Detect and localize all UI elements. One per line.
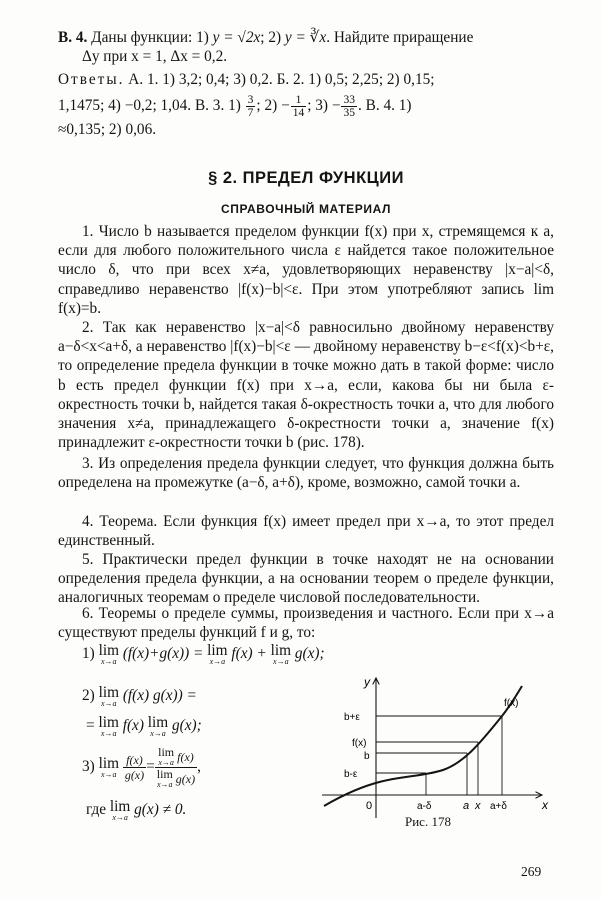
formula-text: f(x) — [122, 717, 144, 734]
frac-den: g(x) — [124, 768, 145, 782]
label-x-tick: x — [475, 800, 481, 812]
label-y: y — [364, 675, 370, 689]
formula-text: = — [146, 758, 155, 776]
label-a-minus-delta: a-δ — [417, 801, 432, 812]
formula-text: (f(x)+g(x)) = — [122, 645, 204, 662]
formula-text: f(x) + — [231, 645, 267, 662]
answers-heading: Ответы. — [58, 71, 125, 88]
formula-text: g(x); — [172, 717, 202, 734]
label-fx: f(x) — [352, 738, 367, 749]
label-b-plus-eps: b+ε — [344, 712, 360, 723]
answers-line2-d: . В. 4. 1) — [357, 97, 412, 115]
fraction-1-14 — [291, 94, 307, 119]
answers-line3: ≈0,135; 2) 0,06. — [58, 121, 157, 138]
lim-text: lim — [270, 642, 291, 659]
frac-den: 7 — [247, 107, 254, 119]
exercise-text-c: . Найдите приращение — [326, 29, 474, 46]
frac-num: 3 — [247, 94, 254, 106]
frac-num: 33 — [343, 94, 355, 106]
lim-sub: x→a — [150, 729, 166, 738]
page-number: 269 — [521, 864, 542, 879]
lim-text: lim — [98, 714, 119, 731]
label-a-plus-delta: a+δ — [490, 801, 507, 812]
limit-quotient-fraction — [155, 746, 197, 789]
lim-text: lim — [109, 798, 131, 815]
label-x-axis: x — [542, 798, 548, 812]
paragraph-2: 2. Так как неравенство |x−a|<δ равносильно двойному неравенству a−δ<x<a+δ, а неравенство |f(x)−b|<ε — двойному неравенству b−ε<f(x)<b+ε, то определение предела функции в точке можно дать в такой форме: число b есть предел функции f(x) при x→a, если, какова бы ни была ε-окрестность точки b, найдется такая δ-окрестность точки a, что для любого значения x≠a, принадлежащего δ-окрестности точки a, значение f(x) принадлежит ε-окрестности точки b (рис. 178). — [58, 319, 554, 452]
formula-text: где — [86, 801, 107, 818]
answers-line2-a: 1,1475; 4) −0,2; 1,04. В. 3. 1) — [58, 97, 241, 115]
answers — [58, 70, 554, 89]
exercise-label: В. 4. — [58, 29, 88, 46]
formula-text: g(x) ≠ 0. — [134, 801, 187, 818]
paragraph-3: 3. Из определения предела функции следует, что функция должна быть определена на промежутке (a−δ, a+δ), кроме, возможно, самой точки a. — [58, 455, 554, 492]
formula-label: 3) — [82, 758, 95, 776]
answers-line2-c: ; 3) − — [307, 97, 341, 115]
limit-symbol — [98, 642, 119, 666]
frac-den: 35 — [343, 107, 355, 119]
lim-text: lim — [147, 714, 169, 731]
lim-sub: x→a — [273, 657, 289, 666]
label-origin: 0 — [366, 800, 373, 812]
label-b: b — [364, 751, 370, 762]
quotient-fraction — [123, 753, 146, 782]
limit-symbol — [147, 714, 169, 738]
limit-symbol — [109, 798, 131, 822]
exercise-text-a: Даны функции: 1) — [91, 29, 209, 46]
limit-symbol — [98, 684, 119, 708]
limit-symbol — [270, 642, 291, 666]
exercise-b4 — [58, 28, 554, 66]
frac-num: 1 — [291, 94, 307, 107]
lim-text: lim — [98, 684, 119, 701]
formula-3 — [82, 746, 201, 789]
lim-text: lim — [158, 745, 175, 759]
formula-text: (f(x) g(x)) = — [122, 687, 197, 704]
label-curve: f(x) — [504, 698, 519, 709]
lim-text: lim — [98, 755, 119, 773]
formula-text: , — [197, 758, 201, 776]
lim-sub: x→a — [157, 780, 173, 789]
paragraph-6: 6. Теоремы о пределе суммы, произведения и частного. Если при x→a существуют пределы функций f и g, то: — [58, 605, 554, 642]
formula-2-cont — [86, 716, 202, 738]
limit-symbol — [157, 768, 173, 789]
lim-text: lim — [207, 642, 228, 659]
lim-sub: x→a — [209, 657, 226, 666]
section-title: § 2. ПРЕДЕЛ ФУНКЦИИ — [208, 169, 404, 187]
limit-symbol — [158, 746, 174, 767]
formula-2 — [82, 686, 197, 708]
formula-1 — [82, 644, 325, 666]
exercise-text-b: ; 2) — [260, 29, 282, 46]
lim-sub: x→a — [100, 729, 117, 738]
lim-sub: x→a — [112, 813, 128, 822]
label-a: a — [463, 800, 470, 812]
lim-sub: x→a — [158, 758, 174, 767]
frac-den: 14 — [292, 107, 305, 119]
exercise-text-d: Δy при x = 1, Δx = 0,2. — [82, 48, 228, 66]
frac-num: f(x) — [126, 753, 143, 767]
formula-label: 1) — [82, 645, 95, 662]
formula-text: = — [86, 717, 95, 734]
lim-sub: x→a — [101, 657, 117, 666]
answers-line1: А. 1. 1) 3,2; 0,4; 3) 0,2. Б. 2. 1) 0,5; 2,25; 2) 0,15; — [128, 71, 435, 88]
fraction-3-7 — [246, 94, 256, 119]
formula-text: g(x); — [294, 645, 325, 662]
limit-symbol — [207, 642, 228, 666]
paragraph-1: 1. Число b называется пределом функции f(x) при x, стремящемся к a, если для любого положительного числа ε найдется такое положительное число δ, что при всех x≠a, удовлетворяющих неравенству |x−a|<δ, справедливо неравенство |f(x)−b|<ε. При этом употребляют запись lim f(x)=b. — [58, 223, 554, 317]
figure-caption: Рис. 178 — [405, 814, 451, 829]
frac-den: g(x) — [175, 772, 196, 786]
fraction-33-35 — [341, 94, 357, 119]
limit-symbol — [98, 714, 119, 738]
lim-text: lim — [98, 642, 119, 659]
limit-symbol — [98, 755, 119, 780]
frac-num: f(x) — [177, 750, 194, 764]
formula-4 — [86, 800, 186, 822]
exercise-func1: y = √2x — [212, 29, 261, 46]
label-b-minus-eps: b-ε — [344, 769, 358, 780]
lim-text: lim — [156, 767, 173, 781]
answers-line2 — [58, 94, 554, 119]
answers-line2-b: ; 2) − — [256, 97, 290, 115]
paragraph-5: 5. Практически предел функции в точке находят не на основании определения предела функции, а на основании теорем о пределе функции, аналогичных теоремам о пределе числовой последовательности. — [58, 551, 554, 607]
formula-label: 2) — [82, 687, 95, 704]
lim-sub: x→a — [101, 770, 117, 780]
figure-178 — [318, 672, 558, 822]
lim-sub: x→a — [101, 699, 117, 708]
exercise-func2: y = ∛x — [284, 29, 327, 46]
paragraph-4: 4. Теорема. Если функция f(x) имеет предел при x→a, то этот предел единственный. — [58, 513, 554, 550]
section-subtitle: СПРАВОЧНЫЙ МАТЕРИАЛ — [220, 202, 392, 216]
